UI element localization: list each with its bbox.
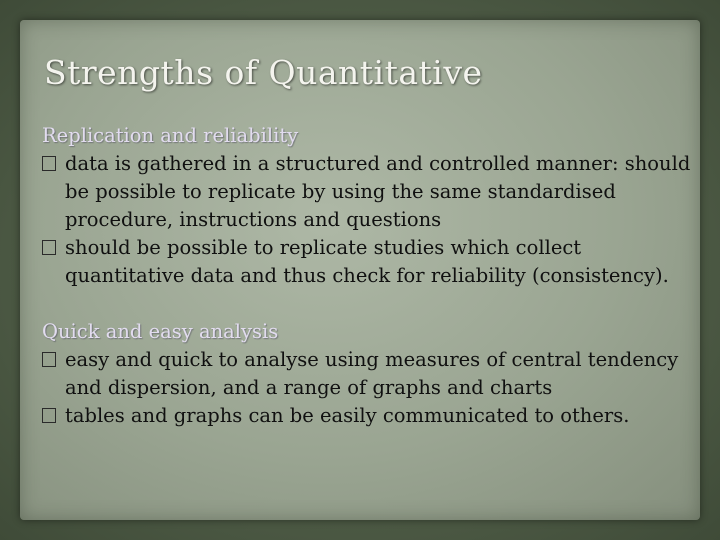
section-spacer xyxy=(42,290,692,318)
square-bullet-icon xyxy=(42,156,56,171)
bullet-item xyxy=(42,234,692,290)
square-bullet-icon xyxy=(42,352,56,367)
square-bullet-icon xyxy=(42,408,56,423)
bullet-text: data is gathered in a structured and controlled manner: should be possible to replicate by using the same standardised procedure, instructions and questions xyxy=(65,152,691,231)
bullet-text: tables and graphs can be easily communicated to others. xyxy=(65,404,630,427)
bullet-item xyxy=(42,346,692,402)
section-heading-analysis: Quick and easy analysis xyxy=(42,320,279,343)
slide-content xyxy=(42,122,692,430)
slide-title: Strengths of Quantitative xyxy=(44,53,483,92)
bullet-item xyxy=(42,402,692,430)
square-bullet-icon xyxy=(42,240,56,255)
bullet-text: should be possible to replicate studies which collect quantitative data and thus check for reliability (consistency). xyxy=(65,236,669,287)
bullet-item xyxy=(42,150,692,234)
section-heading-replication: Replication and reliability xyxy=(42,124,299,147)
bullet-text: easy and quick to analyse using measures of central tendency and dispersion, and a range of graphs and charts xyxy=(65,348,679,399)
